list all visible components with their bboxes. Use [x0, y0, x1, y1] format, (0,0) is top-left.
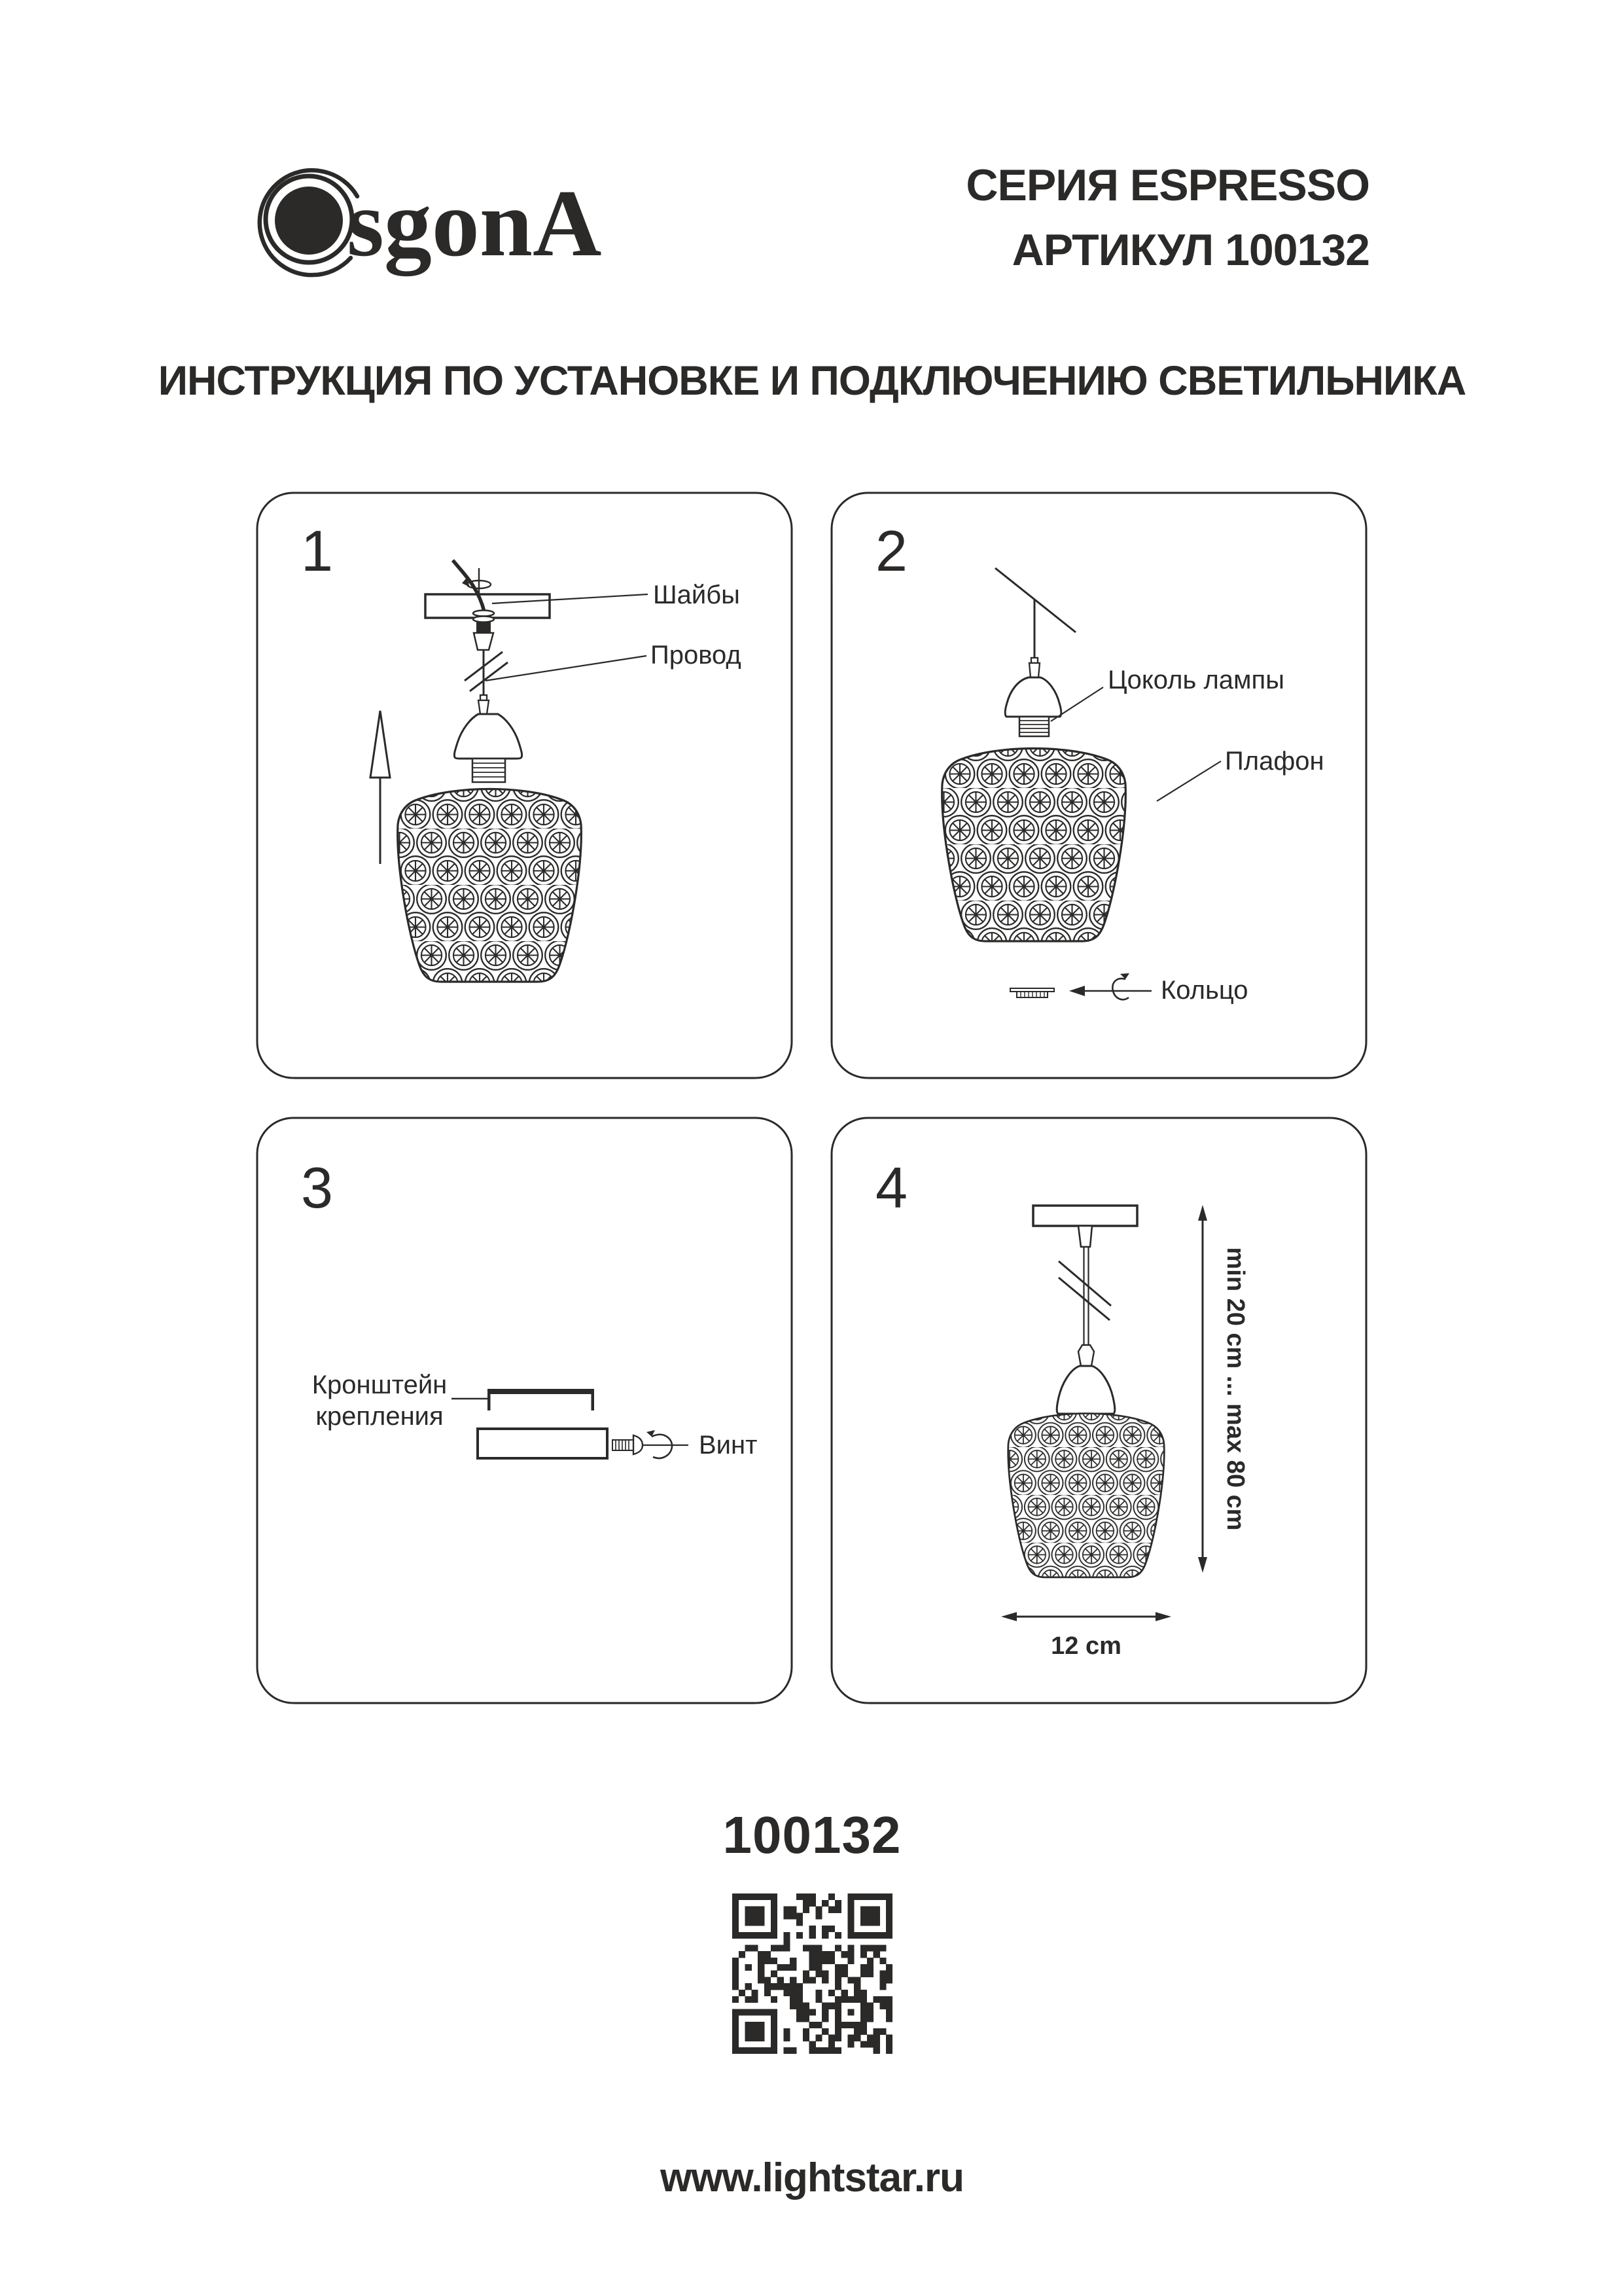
logo-text: sgonA — [347, 170, 602, 276]
mounting-bar — [478, 1429, 607, 1458]
page-title: ИНСТРУКЦИЯ ПО УСТАНОВКЕ И ПОДКЛЮЧЕНИЮ СВЕТИЛЬНИКА — [158, 358, 1466, 404]
leader-wire — [485, 656, 646, 681]
qr-code — [732, 1893, 892, 2054]
width-dimension — [1001, 1612, 1171, 1660]
step-number: 3 — [301, 1155, 333, 1220]
osgona-logo — [247, 156, 627, 296]
height-dimension-label: min 20 cm ... max 80 cm — [1222, 1247, 1249, 1531]
washers — [473, 611, 494, 622]
step-number: 2 — [875, 518, 908, 583]
wire — [1084, 1247, 1089, 1345]
article-number: 100132 — [722, 1806, 902, 1864]
up-arrow-icon — [370, 711, 390, 864]
label-shade: Плафон — [1225, 747, 1324, 776]
lamp-socket-thread — [1019, 717, 1049, 736]
socket-cover — [1005, 677, 1061, 717]
step-4-panel — [830, 1116, 1368, 1705]
screw — [612, 1435, 643, 1454]
leader-shade — [1157, 761, 1221, 801]
label-socket: Цоколь лампы — [1108, 666, 1284, 694]
cord-grip — [474, 633, 493, 650]
wire-break — [1059, 1261, 1111, 1320]
socket-cover — [1057, 1366, 1115, 1414]
mounting-bracket — [487, 1389, 594, 1410]
label-washers: Шайбы — [653, 581, 740, 609]
terminal-block — [476, 622, 491, 633]
wire-break — [465, 652, 508, 691]
rotate-icon — [652, 1435, 672, 1458]
socket-cover — [454, 714, 521, 759]
label-wire: Провод — [650, 641, 741, 670]
step-number: 4 — [875, 1155, 908, 1220]
height-dimension — [1198, 1205, 1249, 1573]
website-url: www.lightstar.ru — [660, 2155, 964, 2200]
width-dimension-label: 12 cm — [1051, 1632, 1121, 1660]
series-label: СЕРИЯ ESPRESSO — [966, 160, 1369, 210]
label-ring: Кольцо — [1161, 976, 1248, 1005]
logo-o-icon — [260, 170, 357, 275]
fixing-ring — [1010, 988, 1054, 997]
label-bracket-line2: крепления — [315, 1402, 444, 1431]
shade — [398, 789, 582, 982]
cord-connector — [1078, 1345, 1094, 1366]
shade — [1008, 1414, 1165, 1577]
shade — [942, 749, 1126, 942]
lamp-socket-thread — [472, 759, 505, 782]
article-label: АРТИКУЛ 100132 — [1012, 225, 1369, 275]
step-number: 1 — [301, 518, 333, 583]
cord-connector — [1029, 658, 1040, 677]
stem — [1078, 1226, 1092, 1247]
step-1-panel — [255, 491, 794, 1080]
insert-arrow-icon — [1069, 986, 1152, 996]
cord-connector — [478, 695, 489, 714]
step-3-panel — [255, 1116, 794, 1705]
header-article-block — [966, 153, 1369, 283]
step-2-panel — [830, 491, 1368, 1080]
ceiling-plate — [1033, 1206, 1137, 1226]
label-screw: Винт — [699, 1431, 758, 1460]
label-bracket-line1: Кронштейн — [311, 1371, 448, 1399]
rotate-icon — [1112, 978, 1129, 999]
